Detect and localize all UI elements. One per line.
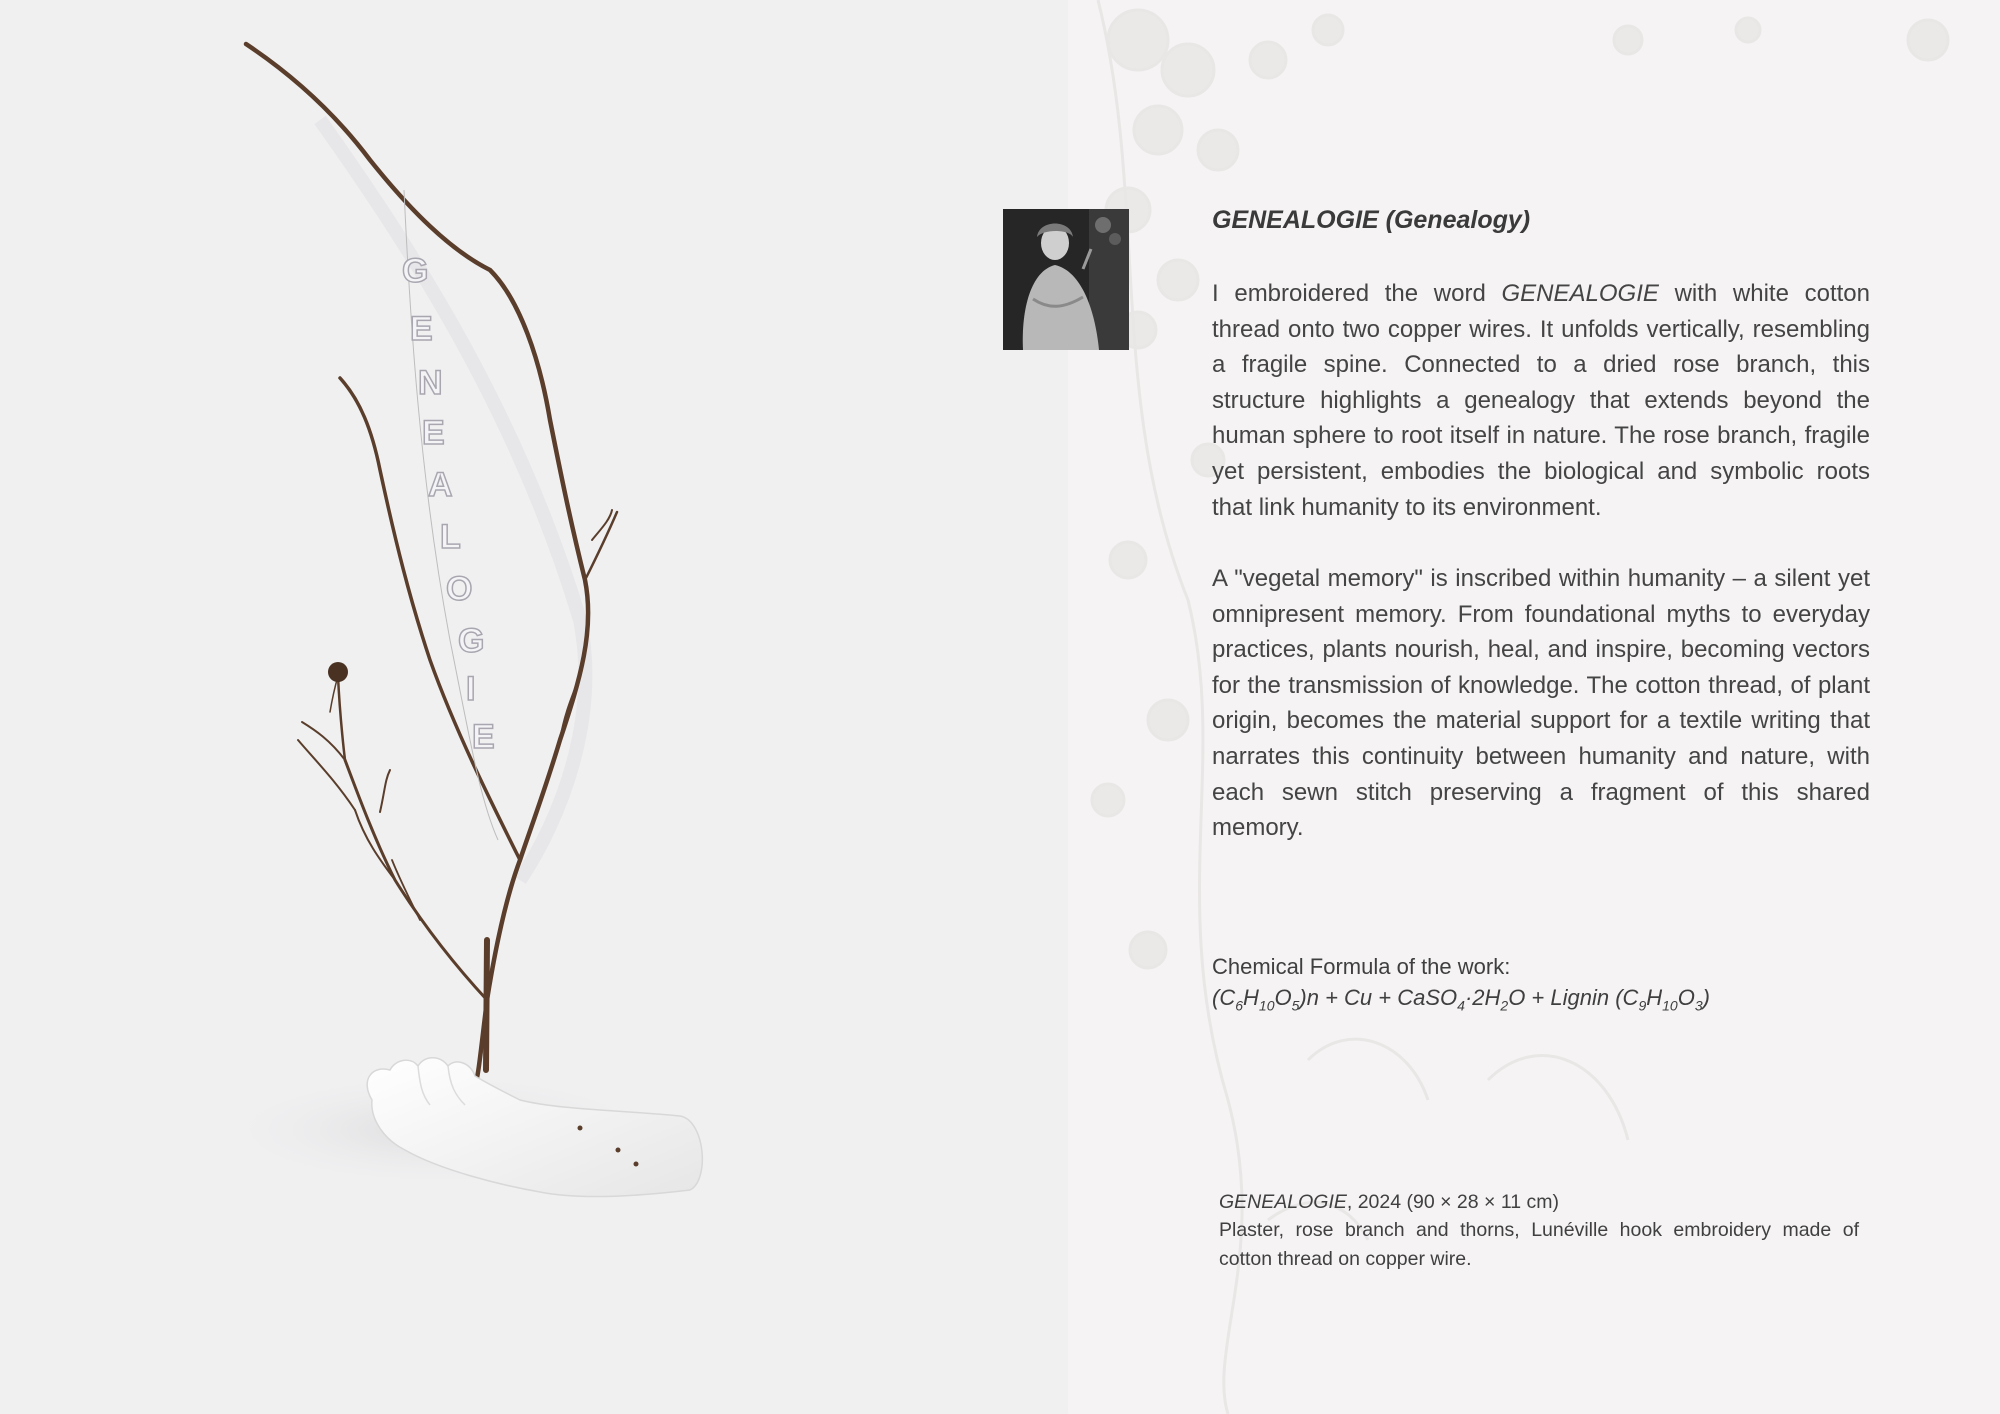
- paragraph-text: with white cotton thread onto two copper wires. It unfolds vertically, resembling a fragile spine. Connected to a dried rose branch, this structure highlights a genealogy that extends beyond the human sphere to root itself in nature. The rose branch, fragile yet persistent, embodies the biological and symbolic roots that link humanity to its environment.: [1212, 280, 1871, 521]
- caption-title: GENEALOGIE: [1219, 1191, 1347, 1213]
- work-title: GENEALOGIE (Genealogy): [1212, 206, 1531, 234]
- caption-title-line: [1219, 1188, 1859, 1217]
- chemical-formula: $(C_6H_{10}O_5)n + Cu$ + $CaSO_4\cdot 2H_2O$ + Lignin $(C_9H_{10}O_3)$: [1212, 985, 1710, 1014]
- embroidered-letter: E: [410, 310, 433, 348]
- branch-shadow: [320, 120, 585, 880]
- description-paragraph-1: [1212, 276, 1870, 525]
- paragraph-text: I embroidered the word: [1212, 280, 1502, 307]
- description-paragraph-2: A "vegetal memory" is inscribed within humanity – a silent yet omnipresent memory. From foundational myths to everyday practices, plants nourish, heal, and inspire, becoming vectors for the transmission of knowledge. The cotton thread, of plant origin, becomes the material support for a textile writing that narrates this continuity between humanity and nature, with each sewn stitch preserving a fragment of this shared memory.: [1212, 565, 1870, 842]
- embroidered-letter: G: [402, 252, 429, 290]
- embroidered-letter: G: [458, 622, 485, 660]
- embroidered-letter: A: [428, 466, 453, 504]
- embroidered-letter: O: [446, 570, 473, 608]
- embroidered-letter: L: [440, 518, 461, 556]
- portrait-thumbnail: [1003, 209, 1129, 350]
- embroidered-letter: E: [422, 414, 445, 452]
- formula-label: Chemical Formula of the work:: [1212, 954, 1511, 979]
- caption-materials: Plaster, rose branch and thorns, Lunéville hook embroidery made of cotton thread on copper wire.: [1219, 1219, 1859, 1270]
- embroidered-letter: E: [472, 718, 495, 756]
- rose-hip: [328, 662, 348, 682]
- embroidered-letter: I: [466, 670, 476, 708]
- caption-details: , 2024 (90 × 28 × 11 cm): [1346, 1191, 1559, 1213]
- work-name-italic: GENEALOGIE: [1501, 280, 1659, 307]
- embroidered-letter: N: [418, 364, 443, 402]
